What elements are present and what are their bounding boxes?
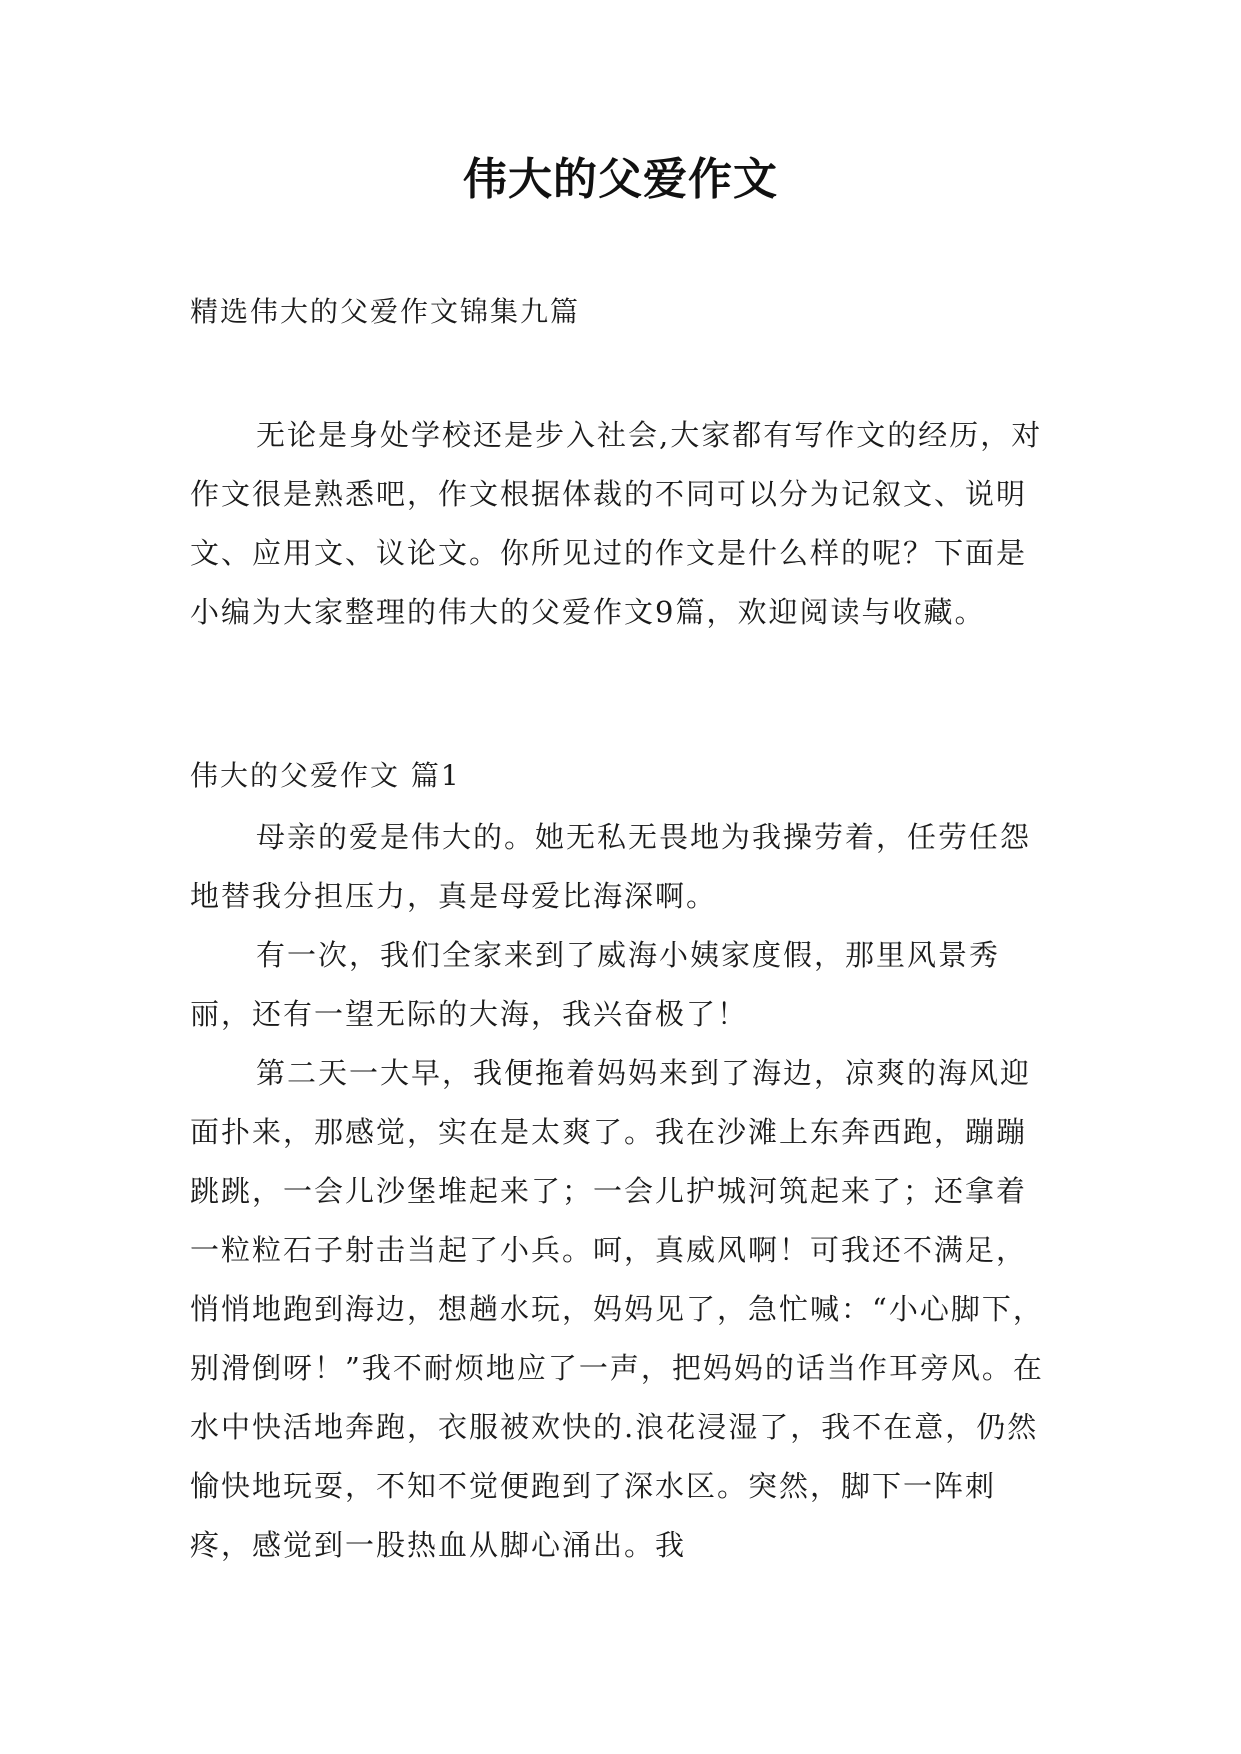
essay-paragraph: 有一次，我们全家来到了威海小姨家度假，那里风景秀丽，还有一望无际的大海，我兴奋极了！ [190, 938, 1001, 1031]
document-subtitle: 精选伟大的父爱作文锦集九篇 [190, 295, 581, 328]
essay-paragraph: 第二天一大早，我便拖着妈妈来到了海边，凉爽的海风迎面扑来，那感觉，实在是太爽了。我在沙滩上东奔西跑，蹦蹦跳跳，一会儿沙堡堆起来了；一会儿护城河筑起来了；还拿着一粒粒石子射击当起了小兵。呵，真威风啊！可我还不满足，悄悄地跑到海边，想趟水玩，妈妈见了，急忙喊：“小心脚下，别滑倒呀！”我不耐烦地应了一声，把妈妈的话当作耳旁风。在水中快活地奔跑，衣服被欢快的.浪花浸湿了，我不在意，仍然愉快地玩耍，不知不觉便跑到了深水区。突然，脚下一阵刺疼，感觉到一股热血从脚心涌出。我 [190, 1056, 1044, 1562]
section-heading: 伟大的父爱作文 篇1 [190, 759, 461, 792]
essay-body [190, 808, 1050, 1575]
intro-paragraph: 无论是身处学校还是步入社会,大家都有写作文的经历，对作文很是熟悉吧，作文根据体裁的不同可以分为记叙文、说明文、应用文、议论文。你所见过的作文是什么样的呢？下面是小编为大家整理的伟大的父爱作文9篇，欢迎阅读与收藏。 [190, 418, 1043, 629]
essay-paragraph: 母亲的爱是伟大的。她无私无畏地为我操劳着，任劳任怨地替我分担压力，真是母爱比海深啊。 [190, 820, 1032, 913]
document-title: 伟大的父爱作文 [463, 154, 778, 205]
